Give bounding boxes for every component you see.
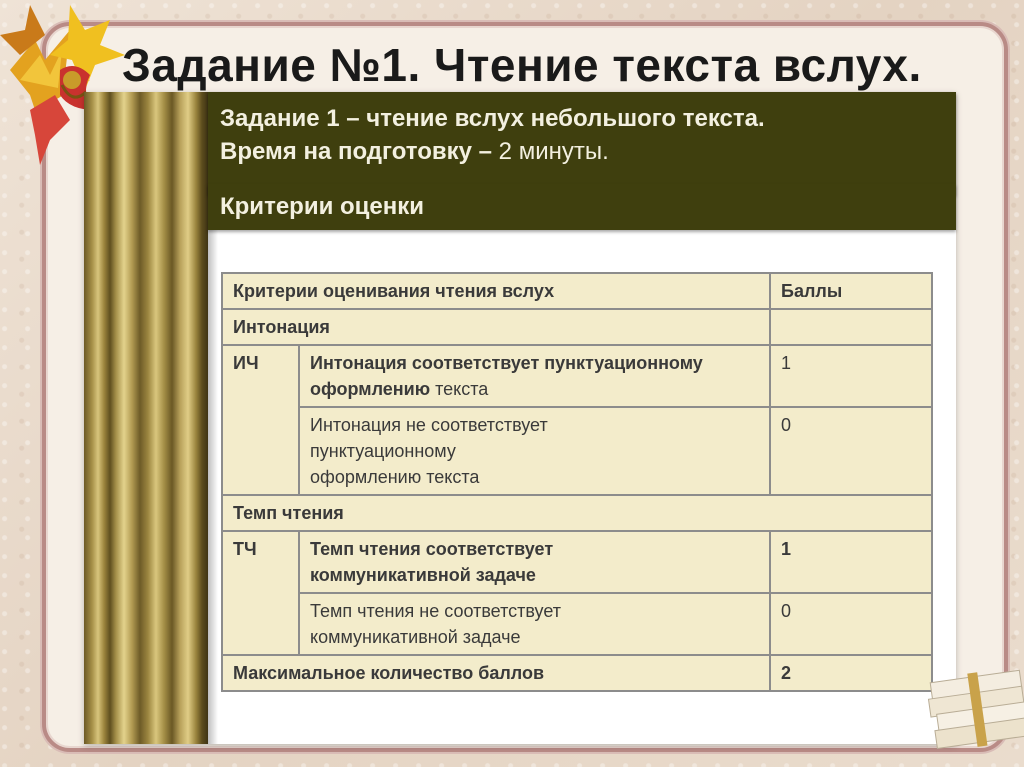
intonation-score-1: 1 <box>770 345 932 407</box>
task-band <box>208 92 956 195</box>
tempo-score-1: 1 <box>770 531 932 593</box>
tempo-criterion-2-text: Темп чтения не соответствует коммуникативной задаче <box>310 601 561 647</box>
header-score: Баллы <box>770 273 932 309</box>
table-row <box>222 345 932 407</box>
intonation-score-2: 0 <box>770 407 932 495</box>
prep-time-value: 2 минуты. <box>492 138 609 165</box>
task-description: Задание 1 – чтение вслух небольшого текста. <box>220 105 765 132</box>
footer-label: Максимальное количество баллов <box>222 655 770 691</box>
intonation-criterion-1 <box>299 345 770 407</box>
intonation-criterion-1-normal: текста <box>430 379 489 399</box>
header-criteria: Критерии оценивания чтения вслух <box>222 273 770 309</box>
tempo-criterion-2 <box>299 593 770 655</box>
section-tempo: Темп чтения <box>222 495 932 531</box>
code-tempo: ТЧ <box>222 531 299 655</box>
section-intonation: Интонация <box>222 309 770 345</box>
tempo-criterion-1 <box>299 531 770 593</box>
intonation-criterion-1-bold: Интонация соответствует пунктуационному оформлению <box>310 353 703 399</box>
footer-score: 2 <box>770 655 932 691</box>
paper-stack-icon <box>924 637 1024 767</box>
prep-time-label: Время на подготовку – <box>220 138 493 165</box>
table-row <box>222 531 932 593</box>
section-row-intonation <box>222 309 932 345</box>
decorative-column <box>84 92 208 744</box>
tempo-score-2: 0 <box>770 593 932 655</box>
intonation-criterion-2 <box>299 407 770 495</box>
table-header-row <box>222 273 932 309</box>
intonation-criterion-2-text: Интонация не соответствует пунктуационному оформлению текста <box>310 415 548 487</box>
tempo-criterion-1-text: Темп чтения соответствует коммуникативной задаче <box>310 539 554 585</box>
code-intonation: ИЧ <box>222 345 299 495</box>
table-row <box>222 593 932 655</box>
section-row-tempo <box>222 495 932 531</box>
table-footer-row <box>222 655 932 691</box>
table-row <box>222 407 932 495</box>
page-title: Задание №1. Чтение текста вслух. <box>122 39 922 91</box>
criteria-heading: Критерии оценки <box>208 184 956 230</box>
prep-time <box>220 135 956 168</box>
section-intonation-score <box>770 309 932 345</box>
criteria-table <box>221 272 933 692</box>
